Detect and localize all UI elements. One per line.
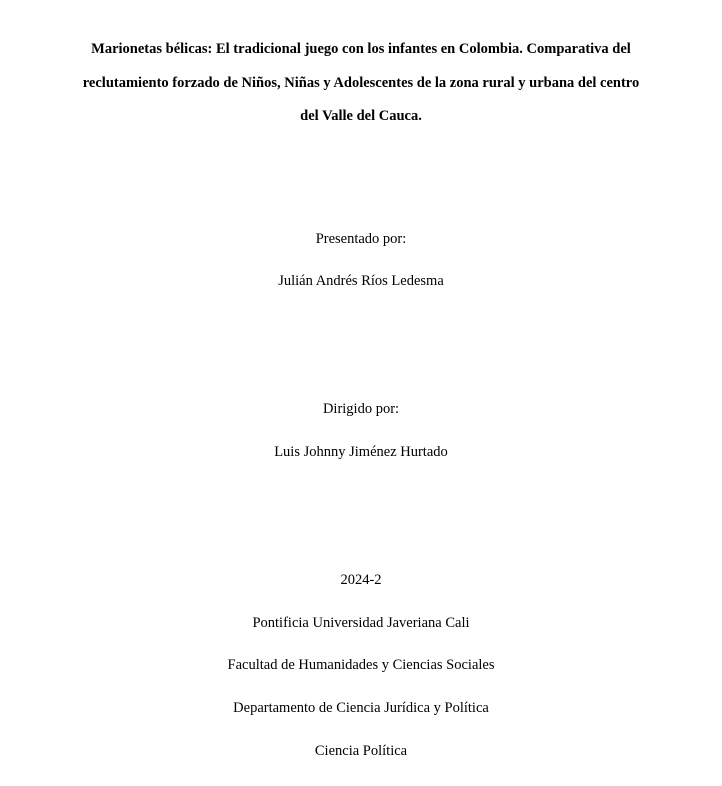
directed-by-label: Dirigido por:: [322, 401, 400, 417]
program-name: Ciencia Política: [314, 743, 408, 759]
presented-by-label: Presentado por:: [315, 231, 407, 247]
academic-term: 2024-2: [340, 572, 382, 588]
director-name: Luis Johnny Jiménez Hurtado: [274, 444, 448, 460]
faculty-name: Facultad de Humanidades y Ciencias Sociales: [227, 657, 495, 673]
university-name: Pontificia Universidad Javeriana Cali: [252, 615, 470, 631]
author-name: Julián Andrés Ríos Ledesma: [278, 273, 444, 289]
title-line-1: Marionetas bélicas: El tradicional juego con los infantes en Colombia. Comparativa del: [91, 41, 631, 57]
title-line-3: del Valle del Cauca.: [300, 108, 422, 124]
title-line-2: reclutamiento forzado de Niños, Niñas y Adolescentes de la zona rural y urbana del centro: [82, 74, 640, 91]
department-name: Departamento de Ciencia Jurídica y Política: [233, 700, 489, 716]
document-title: [70, 33, 652, 134]
